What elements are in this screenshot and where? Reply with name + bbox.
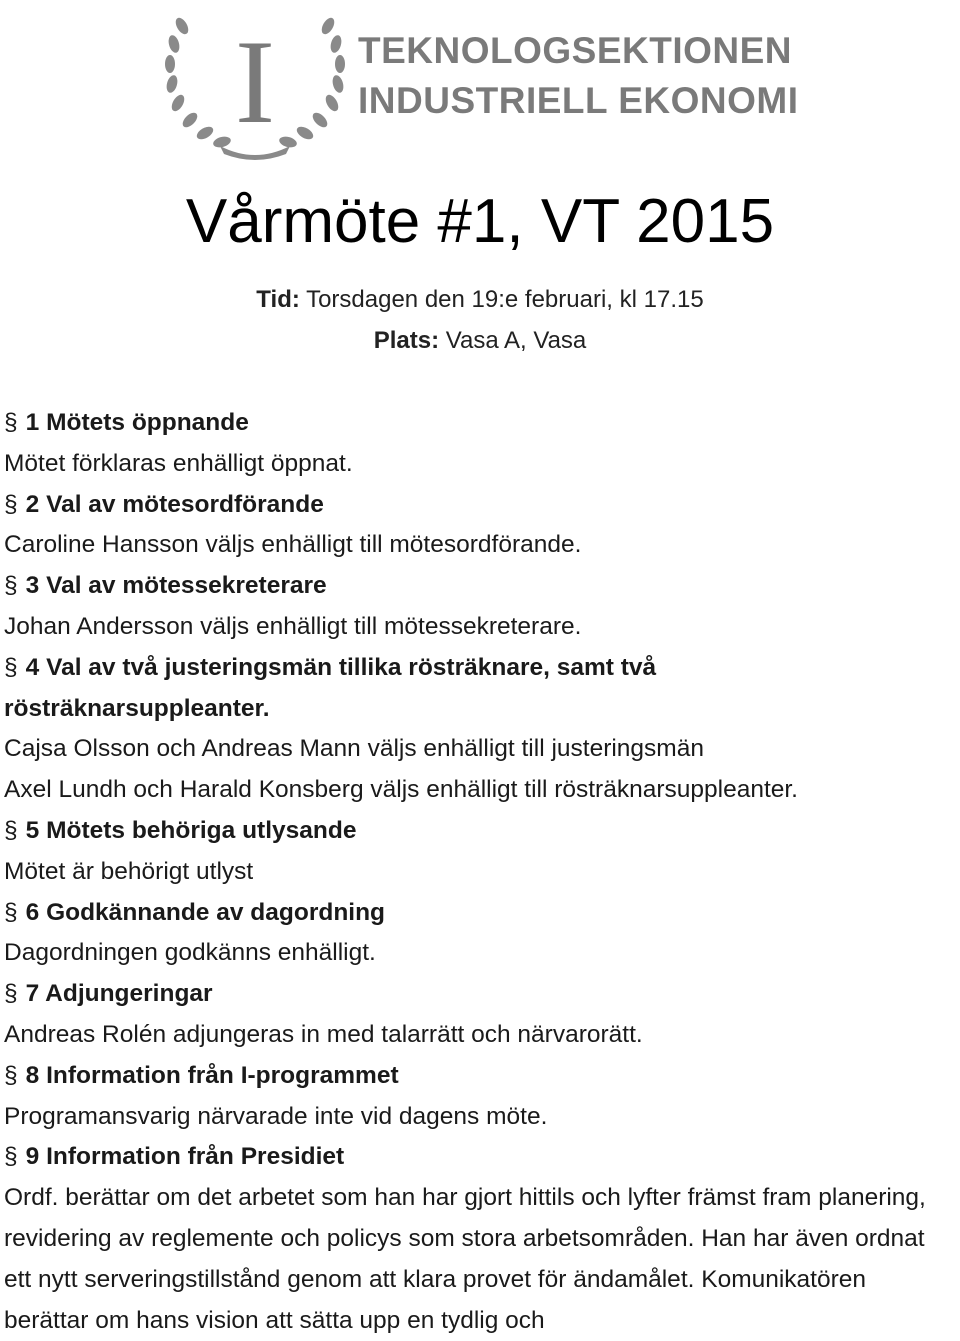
section-text: Cajsa Olsson och Andreas Mann väljs enhälligt till justeringsmän xyxy=(4,735,704,763)
org-name-line1: TEKNOLOGSEKTIONEN xyxy=(358,30,793,71)
logo-letter: I xyxy=(235,15,275,148)
section-heading-continued: rösträknarsuppleanter. xyxy=(4,694,270,722)
section-sign: § xyxy=(4,490,18,518)
section-sign: § xyxy=(4,653,18,681)
section-text: Mötet förklaras enhälligt öppnat. xyxy=(4,449,353,477)
section-text: Programansvarig närvarade inte vid dagens möte. xyxy=(4,1102,548,1130)
place-label: Plats: xyxy=(373,327,440,354)
section-heading: § 3 Val av mötessekreterare xyxy=(4,572,327,600)
section-heading: § 7 Adjungeringar xyxy=(4,980,213,1008)
section-text: Andreas Rolén adjungeras in med talarrätt och närvarorätt. xyxy=(4,1020,643,1048)
time-label: Tid: xyxy=(256,286,300,313)
section-heading: § 9 Information från Presidiet xyxy=(4,1143,345,1171)
section-sign: § xyxy=(4,980,18,1008)
section-text: Caroline Hansson väljs enhälligt till mötesordförande. xyxy=(4,531,582,559)
section-text: Ordf. berättar om det arbetet som han har gjort hittils och lyfter främst fram planering, revidering av reglemente och policys som stora arbetsområden. Han har även ordnat ett nytt serveringstillstånd genom att klara provet för ändamålet. Komunikatören berättar om hans vision att sätta upp en tydlig och xyxy=(4,1184,926,1334)
laurel-logo-icon xyxy=(160,4,350,164)
section-sign: § xyxy=(4,1143,18,1171)
section-text: Johan Andersson väljs enhälligt till mötessekreterare. xyxy=(4,612,582,640)
place-value: Vasa A, Vasa xyxy=(445,327,587,354)
document-title: Vårmöte #1, VT 2015 xyxy=(185,187,775,256)
meeting-time xyxy=(0,286,960,314)
section-sign: § xyxy=(4,1061,18,1089)
section-heading: § 8 Information från I-programmet xyxy=(4,1061,399,1089)
org-name-line2: INDUSTRIELL EKONOMI xyxy=(358,80,799,121)
section-text: Dagordningen godkänns enhälligt. xyxy=(4,939,376,967)
section-sign: § xyxy=(4,572,18,600)
section-heading: § 6 Godkännande av dagordning xyxy=(4,898,386,926)
page-header xyxy=(0,0,960,170)
section-sign: § xyxy=(4,898,18,926)
section-heading: § 1 Mötets öppnande xyxy=(4,409,249,436)
minutes-body xyxy=(4,403,956,1341)
meeting-place xyxy=(0,327,960,355)
time-value: Torsdagen den 19:e februari, kl 17.15 xyxy=(306,286,704,313)
section-heading: § 2 Val av mötesordförande xyxy=(4,490,324,518)
section-heading: § 4 Val av två justeringsmän tillika rösträknare, samt två xyxy=(4,653,657,681)
section-sign: § xyxy=(4,816,18,844)
section-heading: § 5 Mötets behöriga utlysande xyxy=(4,816,357,844)
section-text: Axel Lundh och Harald Konsberg väljs enhälligt till rösträknarsuppleanter. xyxy=(4,776,798,804)
section-text: Mötet är behörigt utlyst xyxy=(4,857,254,885)
section-sign: § xyxy=(4,409,18,436)
